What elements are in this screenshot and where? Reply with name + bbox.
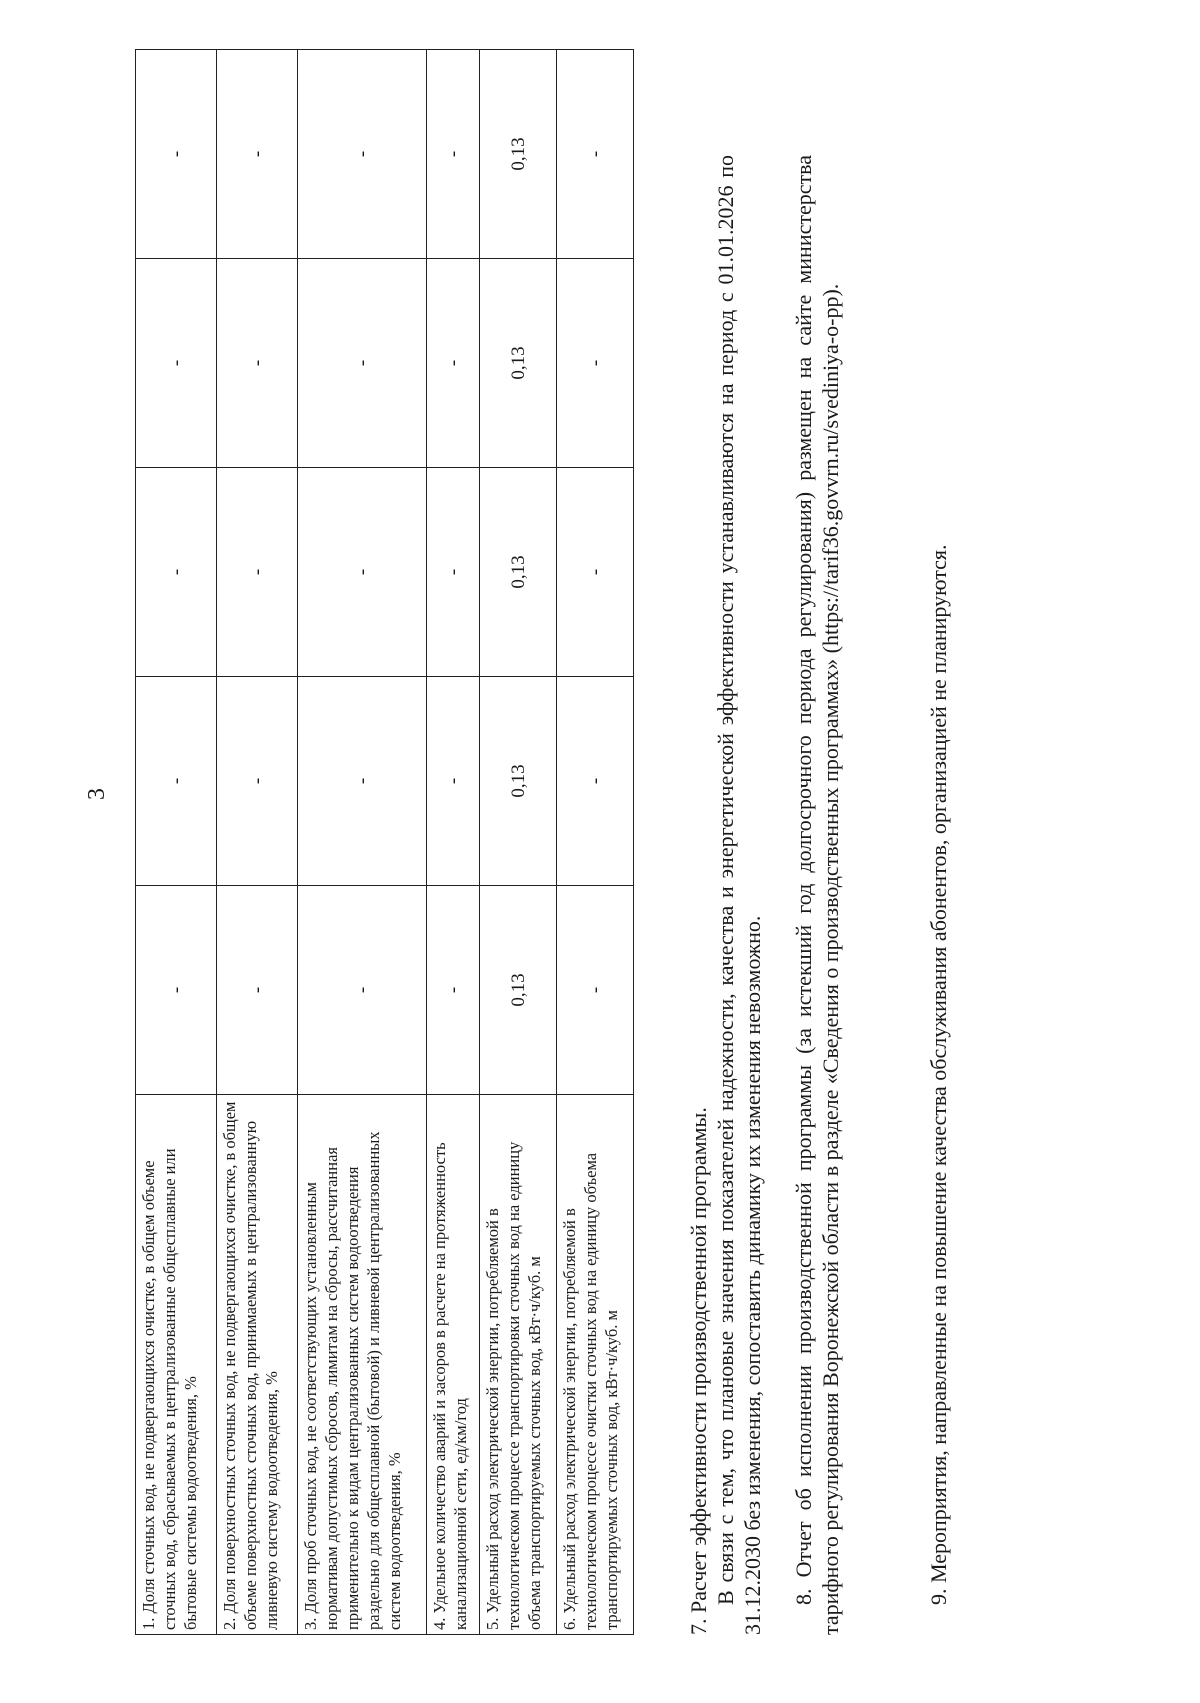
value-cell: - — [557, 259, 634, 468]
indicator-cell: 5. Удельный расход электрической энергии, потребляемой в технологическом процессе транспортировки сточных вод на единицу объема транспортируемых сточных вод, кВт·ч/куб. м — [480, 1095, 557, 1635]
value-cell: 0,13 — [480, 259, 557, 468]
value-cell: - — [298, 677, 427, 886]
value-cell: - — [136, 468, 217, 677]
value-cell: 0,13 — [480, 468, 557, 677]
table-row — [298, 50, 427, 1635]
indicator-cell: 1. Доля сточных вод, не подвергающихся очистке, в общем объеме сточных вод, сбрасываемых в централизованные общесплавные или бытовые системы водоотведения, % — [136, 1095, 217, 1635]
table-row — [217, 50, 298, 1635]
value-cell: - — [136, 677, 217, 886]
table-row — [136, 50, 217, 1635]
value-cell: - — [136, 50, 217, 259]
value-cell: - — [427, 259, 480, 468]
value-cell: - — [136, 886, 217, 1095]
value-cell: - — [427, 50, 480, 259]
indicator-cell: 3. Доля проб сточных вод, не соответствующих установленным нормативам допустимых сбросов, лимитам на сбросы, рассчитанная применительно к видам централизованных систем водоотведения раздельно для общесплавной (бытовой) и ливневой централизованных систем водоотведения, % — [298, 1095, 427, 1635]
value-cell: - — [427, 677, 480, 886]
document-body — [135, 55, 1200, 1635]
section-8 — [790, 155, 844, 1635]
table-row — [557, 50, 634, 1635]
value-cell: - — [136, 259, 217, 468]
value-cell: - — [557, 886, 634, 1095]
page-number: 3 — [84, 788, 110, 800]
table-row — [480, 50, 557, 1635]
performance-indicators-table — [135, 49, 634, 1635]
section-7-title: 7. Расчет эффективности производственной программы. — [686, 1107, 711, 1635]
value-cell: - — [298, 468, 427, 677]
value-cell: - — [217, 886, 298, 1095]
indicator-cell: 6. Удельный расход электрической энергии, потребляемой в технологическом процессе очистки сточных вод на единицу объема транспортируемых сточных вод, кВт·ч/куб. м — [557, 1095, 634, 1635]
value-cell: - — [217, 259, 298, 468]
section-9 — [925, 155, 952, 1635]
value-cell: 0,13 — [480, 50, 557, 259]
value-cell: - — [298, 50, 427, 259]
section-7 — [685, 155, 766, 1635]
value-cell: - — [217, 50, 298, 259]
value-cell: - — [427, 886, 480, 1095]
value-cell: - — [298, 259, 427, 468]
value-cell: - — [217, 468, 298, 677]
section-9-paragraph: 9. Мероприятия, направленные на повышение качества обслуживания абонентов, организацией не планируются. — [926, 544, 951, 1605]
value-cell: - — [557, 677, 634, 886]
value-cell: 0,13 — [480, 886, 557, 1095]
value-cell: - — [298, 886, 427, 1095]
indicator-cell: 4. Удельное количество аварий и засоров в расчете на протяженность канализационной сети, ед/км/год — [427, 1095, 480, 1635]
indicator-cell: 2. Доля поверхностных сточных вод, не подвергающихся очистке, в общем объеме поверхностных сточных вод, принимаемых в централизованную ливневую систему водоотведения, % — [217, 1095, 298, 1635]
table-row — [427, 50, 480, 1635]
section-8-paragraph: 8. Отчет об исполнении производственной программы (за истекший год долгосрочного периода регулирования) размещен на сайте министерства тарифного регулирования Воронежской области в разделе «Сведения о производственных программах» (https://tarif36.govvrn.ru/svediniya-o-pp). — [791, 155, 843, 1635]
value-cell: - — [217, 677, 298, 886]
value-cell: - — [557, 50, 634, 259]
value-cell: - — [557, 468, 634, 677]
section-7-paragraph: В связи с тем, что плановые значения показателей надежности, качества и энергетической эффективности устанавливаются на период с 01.01.2026 по 31.12.2030 без изменения, сопоставить динамику их изменения невозможно. — [713, 155, 765, 1635]
value-cell: - — [427, 468, 480, 677]
value-cell: 0,13 — [480, 677, 557, 886]
